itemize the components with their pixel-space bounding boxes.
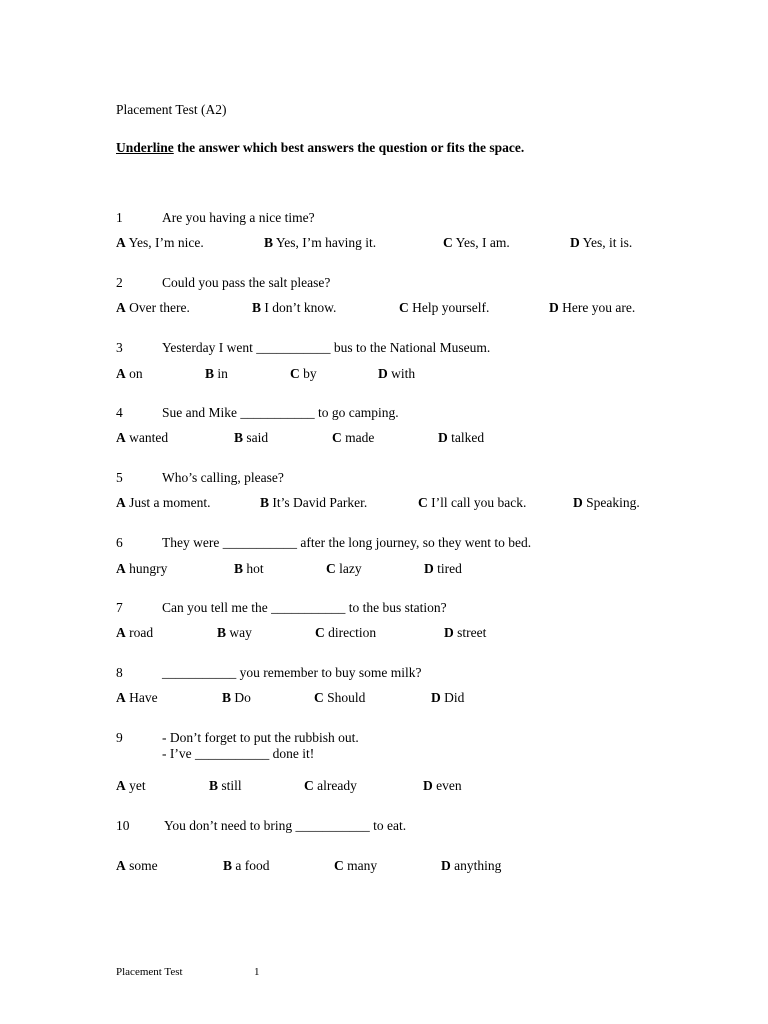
option-c[interactable]: C made xyxy=(332,430,375,445)
option-c[interactable]: C Help yourself. xyxy=(399,300,490,315)
question-number: 5 xyxy=(116,470,123,485)
question-number: 6 xyxy=(116,535,123,550)
option-b[interactable]: B It’s David Parker. xyxy=(260,495,368,510)
option-a[interactable]: A some xyxy=(116,858,158,873)
option-a[interactable]: A yet xyxy=(116,778,146,793)
option-d[interactable]: D Yes, it is. xyxy=(570,235,633,250)
option-a[interactable]: A wanted xyxy=(116,430,169,445)
question-text-line-2: - I’ve ___________ done it! xyxy=(162,746,315,761)
option-d[interactable]: D with xyxy=(378,366,416,381)
question-number: 10 xyxy=(116,818,130,833)
page-footer xyxy=(116,966,260,978)
question-number: 7 xyxy=(116,600,123,615)
option-d[interactable]: D anything xyxy=(441,858,502,873)
question-text: Yesterday I went ___________ bus to the National Museum. xyxy=(162,340,491,355)
option-b[interactable]: B Yes, I’m having it. xyxy=(264,235,377,250)
option-a[interactable]: A Yes, I’m nice. xyxy=(116,235,204,250)
question-text: ___________ you remember to buy some milk? xyxy=(162,665,422,680)
option-b[interactable]: B Do xyxy=(222,690,251,705)
option-a[interactable]: A Just a moment. xyxy=(116,495,211,510)
question-number: 8 xyxy=(116,665,123,680)
option-a[interactable]: A road xyxy=(116,625,154,640)
option-b[interactable]: B way xyxy=(217,625,252,640)
instruction-underlined-word: Underline xyxy=(116,140,174,155)
option-d[interactable]: D Here you are. xyxy=(549,300,636,315)
question-text: You don’t need to bring ___________ to eat. xyxy=(164,818,407,833)
page-number: 1 xyxy=(254,966,260,978)
option-a[interactable]: A Over there. xyxy=(116,300,190,315)
instruction-text xyxy=(116,140,524,156)
question-number: 9 xyxy=(116,730,123,745)
option-c[interactable]: C by xyxy=(290,366,317,381)
option-d[interactable]: D talked xyxy=(438,430,485,445)
option-b[interactable]: B a food xyxy=(223,858,270,873)
option-c[interactable]: C Should xyxy=(314,690,366,705)
option-c[interactable]: C I’ll call you back. xyxy=(418,495,527,510)
option-a[interactable]: A Have xyxy=(116,690,158,705)
option-b[interactable]: B I don’t know. xyxy=(252,300,337,315)
option-c[interactable]: C direction xyxy=(315,625,377,640)
question-number: 4 xyxy=(116,405,123,420)
question-text: Are you having a nice time? xyxy=(162,210,315,225)
question-text: Sue and Mike ___________ to go camping. xyxy=(162,405,399,420)
option-a[interactable]: A on xyxy=(116,366,143,381)
option-d[interactable]: D street xyxy=(444,625,487,640)
option-a[interactable]: A hungry xyxy=(116,561,168,576)
question-text: Could you pass the salt please? xyxy=(162,275,331,290)
option-b[interactable]: B in xyxy=(205,366,228,381)
option-d[interactable]: D even xyxy=(423,778,462,793)
option-c[interactable]: C already xyxy=(304,778,357,793)
option-b[interactable]: B said xyxy=(234,430,269,445)
question-number: 2 xyxy=(116,275,123,290)
option-d[interactable]: D tired xyxy=(424,561,462,576)
question-text: - Don’t forget to put the rubbish out. xyxy=(162,730,359,745)
option-c[interactable]: C lazy xyxy=(326,561,362,576)
footer-label: Placement Test xyxy=(116,966,183,978)
question-text: Who’s calling, please? xyxy=(162,470,284,485)
question-number: 1 xyxy=(116,210,123,225)
option-d[interactable]: D Speaking. xyxy=(573,495,640,510)
option-b[interactable]: B still xyxy=(209,778,242,793)
document-title: Placement Test (A2) xyxy=(116,102,227,117)
option-c[interactable]: C many xyxy=(334,858,378,873)
question-text: They were ___________ after the long journey, so they went to bed. xyxy=(162,535,532,550)
option-c[interactable]: C Yes, I am. xyxy=(443,235,510,250)
instruction-rest: the answer which best answers the question or fits the space. xyxy=(173,140,525,155)
option-d[interactable]: D Did xyxy=(431,690,465,705)
question-number: 3 xyxy=(116,340,123,355)
question-text: Can you tell me the ___________ to the bus station? xyxy=(162,600,447,615)
option-b[interactable]: B hot xyxy=(234,561,264,576)
